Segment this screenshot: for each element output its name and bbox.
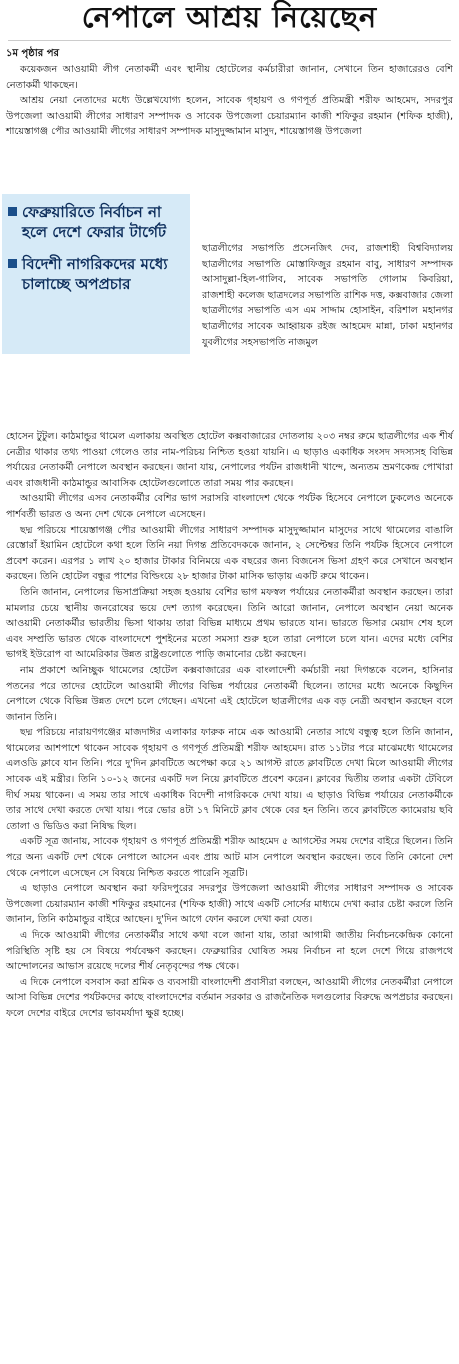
- headline-divider: [8, 40, 451, 41]
- article-paragraph: আওয়ামী লীগের এসব নেতাকর্মীর বেশির ভাগ সরাসরি বাংলাদেশ থেকে পর্যটক হিসেবে নেপালে ঢুকলেও অনেকে পার্শবর্তী ভারত ও অন্য দেশ থেকে নেপালে এসেছেন।: [6, 493, 453, 520]
- article-paragraph: আশ্রয় নেয়া নেতাদের মধ্যে উল্লেখযোগ্য হলেন, সাবেক গৃহায়ণ ও গণপূর্ত প্রতিমন্ত্রী শরীফ আহমেদ, সদরপুর উপজেলা আওয়ামী লীগের সাধারণ সম্পাদক ও সাবেক উপজেলা চেয়ারম্যান কাজী শফিকুর রহমান (শফিক হাজী), শায়েস্তাগঞ্জ পৌর আওয়ামী লীগের সাধারণ সম্পাদক মাসুদুজ্জামান মাসুদ, শায়েস্তাগঞ্জ উপজেলা: [6, 95, 453, 138]
- article-paragraph: এ দিকে নেপালে বসবাস করা শ্রমিক ও ব্যবসায়ী বাংলাদেশী প্রবাসীরা বলছেন, আওয়ামী লীগের নেতকর্মীরা নেপালে আসা বিভিন্ন দেশের পর্যটকদের কাছে বাংলাদেশের বর্তমান সরকার ও রাজনৈতিক দলগুলোর বিরুদ্ধে অপপ্রচার করছেন। ফলে দেশের বাইরে দেশের ভাবমর্যাদা ক্ষুণ্ণ হচ্ছে।: [6, 976, 453, 1019]
- callout-item-text: বিদেশী নাগরিকদের মধ্যে চালাচ্ছে অপপ্রচার: [22, 255, 168, 293]
- article-paragraph: নাম প্রকাশে অনিচ্ছুক থামেলের হোটেল কক্সবাজারের এক বাংলাদেশী কর্মচারী নয়া দিগন্তকে বলেন, হাসিনার পতনের পরে তাদের হোটেলে আওয়ামী লীগের বিভিন্ন পর্যায়ের নেতাকর্মী ছিলেন। তাদের মধ্যে অনেকে কিছুদিন নেপালে থেকে বিভিন্ন উন্নত দেশে চলে গেছেন। এখনো এই হোটেলে ছাত্রলীগের এক বড় নেত্রী অবস্থান করছেন বলে জানান তিনি।: [6, 664, 453, 723]
- continued-from-label: ১ম পৃষ্ঠার পর: [6, 48, 59, 59]
- article-paragraph: একটি সূত্র জানায়, সাবেক গৃহায়ণ ও গণপূর্ত প্রতিমন্ত্রী শরীফ আহমেদ ৫ আগস্টের সময় দেশের বাইরে ছিলেন। তিনি পরে অন্য একটি দেশ থেকে নেপালে আসেন এবং প্রায় আট মাস নেপালে অবস্থান করছেন। তবে তিনি কোনো দেশ থেকে নেপালে এসেছেন সে বিষয়ে নিশ্চিত করতে পারেনি সূত্রটি।: [6, 836, 453, 879]
- right-column-text: [202, 241, 453, 350]
- article-paragraph: ছাত্রলীগের সভাপতি প্রসেনজিৎ দেব, রাজশাহী বিশ্ববিদ্যালয় ছাত্রলীগের সভাপতি মোস্তাফিজুর রহমান বাবু, সাধারণ সম্পাদক আসাদুল্লা-হিল-গালিব, সাবেক সভাপতি গোলাম কিবরিয়া, রাজশাহী কলেজ ছাত্রদলের সভাপতি রাশিক দত্ত, কক্সবাজার জেলা ছাত্রলীগের সভাপতি এস এম সাদ্দাম হোসাইন, বরিশাল মহানগর ছাত্রলীগের সাবেক আহ্বায়ক রইজ আহমেদ মান্না, ঢাকা মহানগর যুবলীগের সহসভাপতি নাজমুল: [202, 243, 453, 348]
- article-paragraph: কয়েকজন আওয়ামী লীগ নেতাকর্মী এবং স্থানীয় হোটেলের কর্মচারীরা জানান, সেখানে তিন হাজারেরও বেশি নেতাকর্মী থাকছেন।: [6, 64, 453, 91]
- highlight-callout-box: [2, 194, 190, 354]
- square-bullet-icon: [8, 259, 17, 268]
- headline: নেপালে আশ্রয় নিয়েছেন: [81, 0, 378, 34]
- article-paragraph: এ দিকে আওয়ামী লীগের নেতাকর্মীর সাথে কথা বলে জানা যায়, তারা আগামী জাতীয় নির্বাচনকেন্দ্রিক কোনো পরিস্থিতি সৃষ্টি হয় সে বিষয়ে পর্যবেক্ষণ করছেন। ফেব্রুয়ারির ঘোষিত সময় নির্বাচন না হলে দেশে গিয়ে রাজপথে আন্দোলনের আভাস রয়েছে দলের শীর্ষ নেতৃবৃন্দের পক্ষ থেকে।: [6, 930, 453, 973]
- square-bullet-icon: [8, 207, 17, 216]
- intro-block: [6, 62, 453, 140]
- article-paragraph: তিনি জানান, নেপালের ভিসাপ্রক্রিয়া সহজ হওয়ায় বেশির ভাগ মফস্বল পর্যায়ের নেতাকর্মীরা অবস্থান করছেন। তারা মামলার চেয়ে স্থানীয় জনরোষের ভয়ে দেশ ত্যাগ করেছেন। তিনি আরো জানান, নেপালে অবস্থান নেয়া অনেক আওয়ামী নেতাকর্মীর ভারতীয় ভিসা থাকায় তারা বিভিন্ন মাধ্যমে প্রথম ভারতে যান। ভারতে ভিসার মেয়াদ শেষ হলে এবং সম্প্রতি ভারত থেকে বাংলাদেশে পুশইনের মতো সমস্যা শুরু হলে তারা নেপালে চলে যান। এদের মধ্যে বেশির ভাগই ইউরোপ বা আমেরিকার উন্নত রাষ্ট্রগুলোতে পাড়ি জমানোর চেষ্টা করছেন।: [6, 586, 453, 661]
- article-paragraph: এ ছাড়াও নেপালে অবস্থান করা ফরিদপুরের সদরপুর উপজেলা আওয়ামী লীগের সাধারণ সম্পাদক ও সাবেক উপজেলা চেয়ারম্যান কাজী শফিকুর রহমানের (শফিক হাজী) সাথে একটি সোর্সের মাধ্যমে দেখা করার চেষ্টা করলে তিনি জানান, তিনি কাঠমান্ডুর বাইরে আছেন। দু'দিন আগে ফোন করলে দেখা করা যেত।: [6, 883, 453, 926]
- article-body: [6, 429, 453, 1022]
- callout-item-text: ফেব্রুয়ারিতে নির্বাচন না হলে দেশে ফেরার টার্গেট: [22, 203, 167, 241]
- article-paragraph: ছদ্ম পরিচয়ে নারায়ণগঞ্জের মাজদাঈর এলাকার ফারুক নামে এক আওয়ামী নেতার সাথে বন্ধুত্ব হলে তিনি জানান, থামেলের আশপাশে থাকেন সাবেক গৃহায়ণ ও গণপূর্ত প্রতিমন্ত্রী শরীফ আহমেদ। রাত ১১টার পরে মাঝেমধ্যে থামেলের এলওডি ক্লাবে যান তিনি। পরে দু'দিন ক্লাবটিতে অপেক্ষা করে ২১ আগস্ট রাতে ক্লাবটিতে দেখা মিলে আওয়ামী লীগের সাবেক এই মন্ত্রীর। তিনি ১০-১২ জনের একটি দল নিয়ে ক্লাবটিতে প্রবেশ করেন। ক্লাবের দ্বিতীয় তলার একটা টেবিলে দীর্ঘ সময় থাকেন। এ সময় তার সাথে একাধিক বিদেশী নাগরিককে দেখা যায়। এ ছাড়াও বিভিন্ন পর্যায়ের নেতাকর্মীকে তার সাথে দেখা করতে দেখা যায়। পরে ভোর ৪টা ১৭ মিনিটে ক্লাব থেকে বের হন তিনি। তবে ক্লাবটিতে ক্যামেরায় ছবি তোলা ও ভিডিও করা নিষিদ্ধ ছিল।: [6, 727, 453, 832]
- callout-item: [8, 202, 184, 242]
- callout-item: [8, 254, 184, 294]
- article-paragraph: হোসেন টুটুল। কাঠমান্ডুর থামেল এলাকায় অবস্থিত হোটেল কক্সবাজারের দোতলায় ২০৩ নম্বর রুমে ছাত্রলীগের এক শীর্ষ নেত্রীর থাকার তথ্য পাওয়া গেলেও তার নাম-পরিচয় নিশ্চিত হওয়া যায়নি। এ ছাড়াও একাধিক সংসদ সদস্যসহ বিভিন্ন পর্যায়ের নেতাকর্মী নেপালে অবস্থান করছেন। জানা যায়, নেপালের পর্যটন রাজধানী খান্দে, অন্যতম ভ্রমণকেন্দ্র পোখারা এবং রাজধানী কাঠমান্ডুর আবাসিক হোটেলগুলোতে তারা সময় পার করছেন।: [6, 431, 453, 489]
- article-paragraph: ছদ্ম পরিচয়ে শায়েস্তাগঞ্জ পৌর আওয়ামী লীগের সাধারণ সম্পাদক মাসুদুজ্জামান মাসুদের সাথে থামেলের বাঙালি রেস্তোরাঁ ইয়ামিন হোটেলে কথা হলে তিনি নয়া দিগন্ত প্রতিবেদককে জানান, ২ সেপ্টেম্বর তিনি পর্যটক হিসেবে নেপালে প্রবেশ করেন। এরপর ১ লাখ ২০ হাজার টাকার বিনিময়ে এক বছরের জন্য বিজনেস ভিসা গ্রহণ করে সেখানে অবস্থান করছেন। তিনি হোটেল বন্ধুর পাশের বিল্ডিংয়ে ২৮ হাজার টাকা মাসিক ভাড়ায় একটি রুমে থাকেন।: [6, 524, 453, 583]
